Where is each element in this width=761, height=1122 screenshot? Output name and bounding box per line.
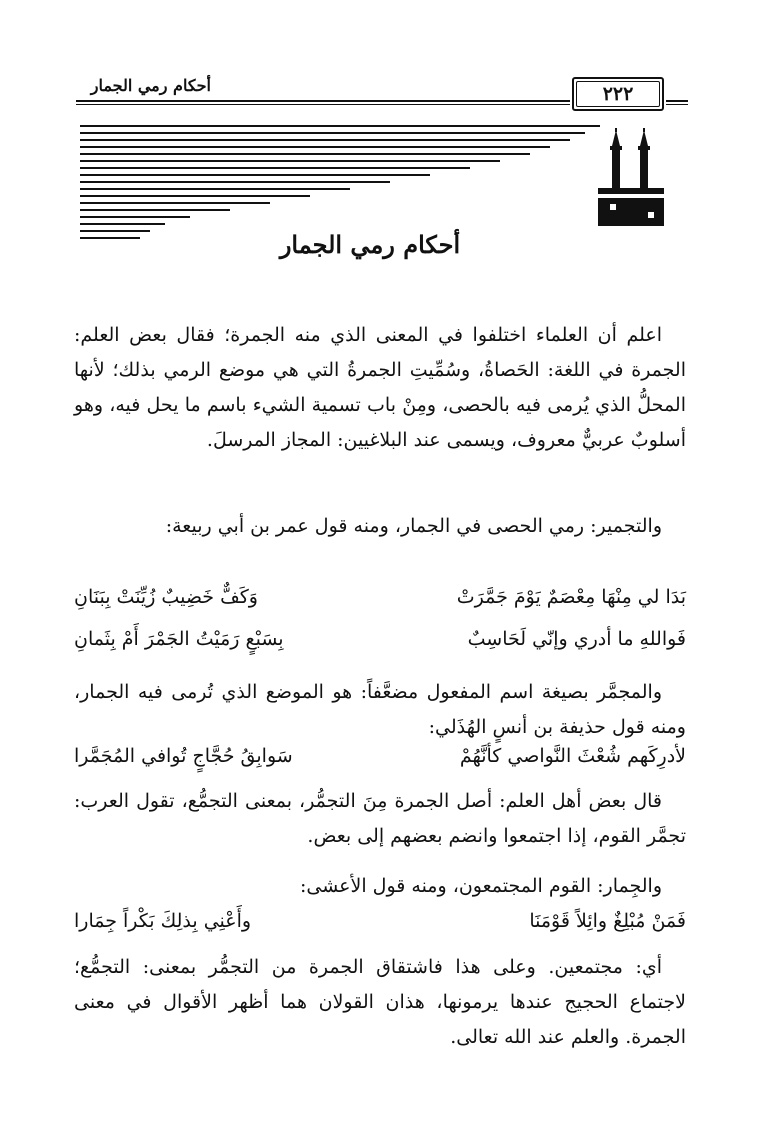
ornament-stripe	[80, 195, 310, 197]
ornament-stripe	[80, 216, 190, 218]
verse-line	[74, 586, 686, 622]
header-rule-right	[666, 100, 688, 102]
verse-first-hemistich: لأدرِكَهم شُعْثَ النَّواصي كأنَّهُمْ	[459, 745, 686, 767]
paragraph-origin: قال بعض أهل العلم: أصل الجمرة مِنَ التجمُّر، بمعنى التجمُّع، تقول العرب: تجمَّر القوم، إذا اجتمعوا وانضم بعضهم إلى بعض.	[74, 790, 686, 847]
paragraph-jimar: والجِمار: القوم المجتمعون، ومنه قول الأعشى:	[299, 875, 662, 897]
verse-second-hemistich: بِسَبْعٍ رَمَيْتُ الجَمْرَ أَمْ بِثَمانِ	[74, 628, 284, 650]
verse-second-hemistich: وأَعْنِي بِذلِكَ بَكْراً جِمَارا	[74, 910, 252, 932]
ornament-stripe	[80, 174, 430, 176]
verse-first-hemistich: فَمَنْ مُبْلِغٌ وائِلاً قَوْمَنَا	[529, 910, 686, 932]
running-header-title: أحكام رمي الجمار	[90, 76, 211, 95]
verse-line	[74, 628, 686, 664]
ornament-stripe	[80, 209, 230, 211]
ornament-stripe	[80, 181, 390, 183]
ornament-stripe	[80, 188, 350, 190]
ornament-stripe	[80, 167, 470, 169]
paragraph-conclusion: أي: مجتمعين. وعلى هذا فاشتقاق الجمرة من التجمُّر بمعنى: التجمُّع؛ لاجتماع الحجيج عندها يرمونها، هذان القولان هما أظهر الأقوال في معنى الجمرة. والعلم عند الله تعالى.	[74, 956, 686, 1048]
verse-second-hemistich: وَكَفٌّ خَضِيبٌ زُيِّنَتْ بِبَنَانِ	[74, 586, 258, 608]
ornament-stripe	[80, 223, 165, 225]
header-rule-left	[76, 100, 570, 102]
paragraph-mujammar: والمجمَّر بصيغة اسم المفعول مضعَّفاً: هو الموضع الذي تُرمى فيه الجمار، ومنه قول حذيفة بن أنسٍ الهُذَلي:	[74, 681, 686, 738]
verse-first-hemistich: بَدَا لي مِنْهَا مِعْصَمٌ يَوْمَ جَمَّرَتْ	[456, 586, 686, 608]
ornament-stripe	[80, 153, 530, 155]
ornament-stripe	[80, 230, 150, 232]
header-rule-right-thin	[666, 104, 688, 105]
ornament-stripe	[80, 237, 140, 239]
ornament-stripe	[80, 160, 500, 162]
page-number: ٢٢٢	[602, 83, 634, 105]
ornament-stripe	[80, 125, 600, 127]
ornament-stripe	[80, 146, 550, 148]
verse-line	[74, 745, 686, 781]
kaaba-icon	[590, 128, 670, 228]
chapter-title: أحكام رمي الجمار	[279, 230, 461, 259]
paragraph-definition: اعلم أن العلماء اختلفوا في المعنى الذي منه الجمرة؛ فقال بعض العلم: الجمرة في اللغة: الحَصاةُ، وسُمِّيتِ الجمرةُ التي هي موضع الرمي بذلك؛ لأنها المحلُّ الذي يُرمى فيه بالحصى، ومِنْ باب تسمية الشيء باسم ما يحل فيه، وهو أسلوبٌ عربيٌّ معروف، ويسمى عند البلاغيين: المجاز المرسلَ.	[74, 324, 686, 451]
verse-second-hemistich: سَوابِقُ حُجَّاجٍ تُوافي المُجَمَّرا	[74, 745, 293, 767]
header-rule-left-thin	[76, 104, 570, 105]
paragraph-tajmir: والتجمير: رمي الحصى في الجمار، ومنه قول عمر بن أبي ربيعة:	[165, 515, 662, 537]
ornament-stripe	[80, 132, 585, 134]
verse-first-hemistich: فَواللهِ ما أدري وإنّي لَحَاسِبٌ	[467, 628, 686, 650]
page-number-box	[572, 77, 664, 111]
ornament-stripe	[80, 139, 570, 141]
ornament-stripe	[80, 202, 270, 204]
verse-line	[74, 910, 686, 946]
